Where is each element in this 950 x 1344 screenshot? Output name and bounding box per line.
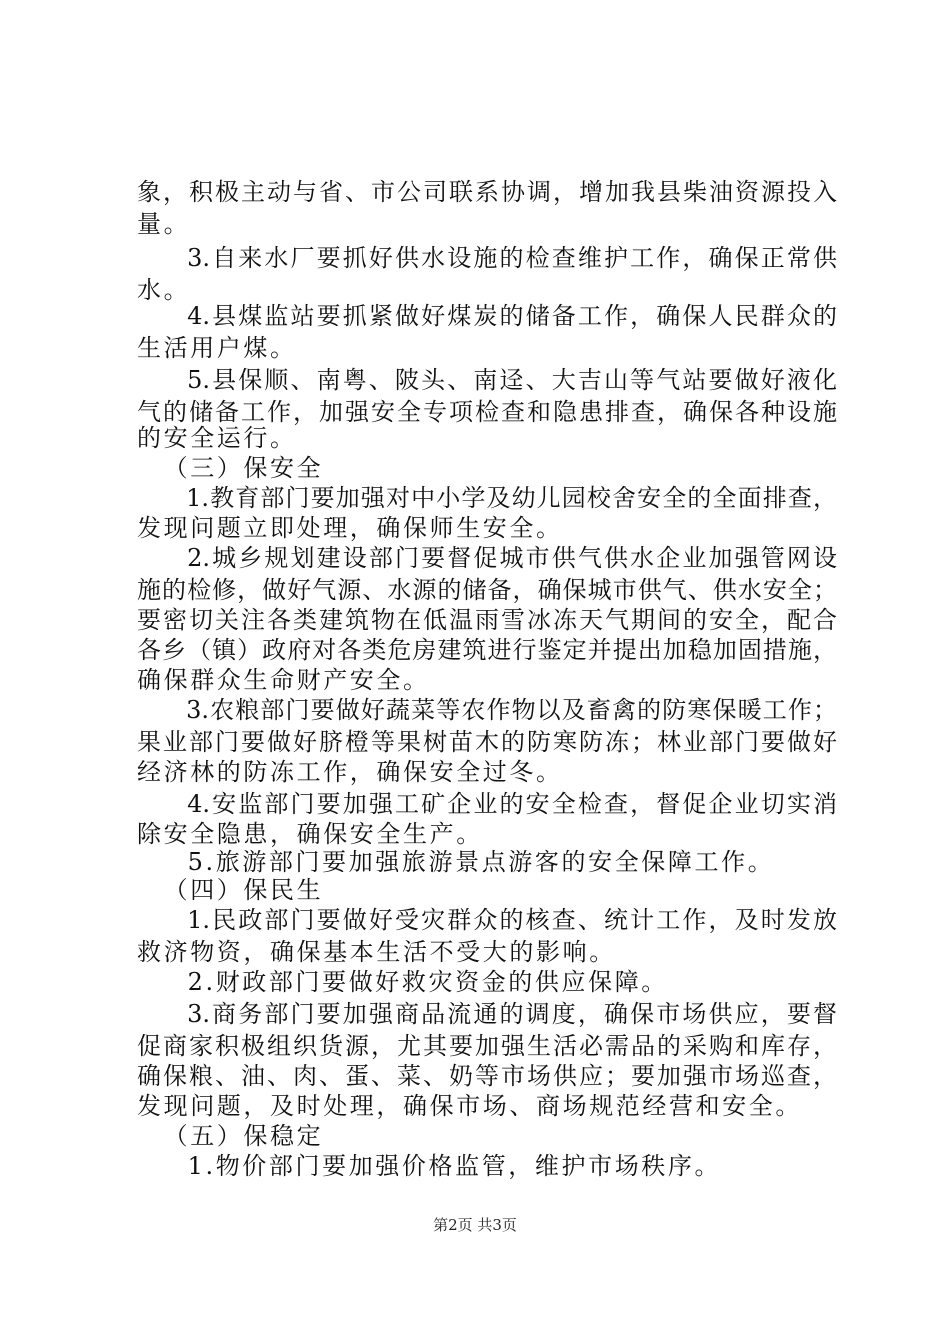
text-line: 施的检修，做好气源、水源的储备，确保城市供气、供水安全； <box>137 576 837 604</box>
text-line: 4.安监部门要加强工矿企业的安全检查，督促企业切实消 <box>161 790 837 818</box>
text-line: 水。 <box>137 276 191 304</box>
text-line: 1.教育部门要加强对中小学及幼儿园校舍安全的全面排查， <box>161 484 837 512</box>
text-line: 确保粮、油、肉、蛋、菜、奶等市场供应；要加强市场巡查， <box>137 1062 837 1090</box>
text-line: 2.财政部门要做好救灾资金的供应保障。 <box>161 968 668 996</box>
text-line: 生活用户煤。 <box>137 334 297 362</box>
section-heading: （三）保安全 <box>149 454 324 482</box>
text-line: 的安全运行。 <box>137 424 297 452</box>
text-line: 2.城乡规划建设部门要督促城市供气供水企业加强管网设 <box>161 544 837 572</box>
text-line: 象，积极主动与省、市公司联系协调，增加我县柴油资源投入 <box>137 178 837 206</box>
text-line: 气的储备工作，加强安全专项检查和隐患排查，确保各种设施 <box>137 398 837 426</box>
text-line: 发现问题，及时处理，确保市场、商场规范经营和安全。 <box>137 1092 802 1120</box>
text-line: 发现问题立即处理，确保师生安全。 <box>137 514 563 542</box>
text-line: 1.物价部门要加强价格监管，维护市场秩序。 <box>161 1152 722 1180</box>
text-line: 救济物资，确保基本生活不受大的影响。 <box>137 938 616 966</box>
text-line: 经济林的防冻工作，确保安全过冬。 <box>137 758 563 786</box>
page-footer: 第2页 共3页 <box>433 1216 517 1234</box>
text-line: 各乡（镇）政府对各类危房建筑进行鉴定并提出加稳加固措施， <box>137 636 837 664</box>
text-line: 促商家积极组织货源，尤其要加强生活必需品的采购和库存， <box>137 1032 837 1060</box>
section-heading: （五）保稳定 <box>149 1122 324 1150</box>
text-line: 1.民政部门要做好受灾群众的核查、统计工作，及时发放 <box>161 906 837 934</box>
text-line: 确保群众生命财产安全。 <box>137 666 430 694</box>
section-heading: （四）保民生 <box>149 876 324 904</box>
text-line: 要密切关注各类建筑物在低温雨雪冰冻天气期间的安全，配合 <box>137 606 837 634</box>
text-line: 3.商务部门要加强商品流通的调度，确保市场供应，要督 <box>161 1000 837 1028</box>
text-line: 量。 <box>137 210 191 238</box>
text-line: 5.旅游部门要加强旅游景点游客的安全保障工作。 <box>161 848 775 876</box>
text-line: 5.县保顺、南粤、陂头、南迳、大吉山等气站要做好液化 <box>161 366 837 394</box>
text-line: 4.县煤监站要抓紧做好煤炭的储备工作，确保人民群众的 <box>161 302 837 330</box>
text-line: 除安全隐患，确保安全生产。 <box>137 820 483 848</box>
text-line: 果业部门要做好脐橙等果树苗木的防寒防冻；林业部门要做好 <box>137 728 837 756</box>
text-line: 3.自来水厂要抓好供水设施的检查维护工作，确保正常供 <box>161 244 837 272</box>
text-line: 3.农粮部门要做好蔬菜等农作物以及畜禽的防寒保暖工作； <box>161 696 837 724</box>
